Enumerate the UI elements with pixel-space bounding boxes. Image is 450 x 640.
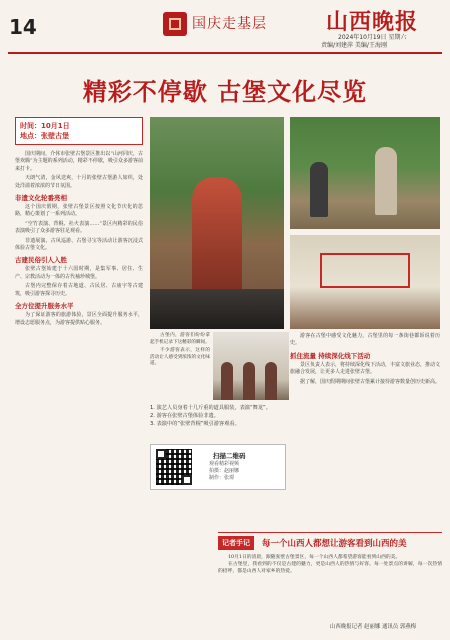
- crowd-silhouette: [150, 289, 284, 329]
- body-paragraph: “空竹表演、背棍、社火表演……”景区内精彩的民俗表演吸引了众多游客驻足观看。: [15, 220, 143, 235]
- body-paragraph: 不少游客表示，这样的活动让人感受到浓浓的文化味道。: [150, 348, 210, 367]
- body-paragraph: 国庆期间，介休市张壁古堡景区推出以“山河同庆，古堡欢腾”为主题的系列活动，精彩不停歇，吸引众多游客前来打卡。: [15, 151, 143, 172]
- page-header: [0, 0, 450, 56]
- event-place: 地点：张壁古堡: [20, 132, 69, 140]
- subheading: 古建民俗引人入胜: [15, 256, 67, 265]
- caption: 3. 表演中的“张壁背棍”吸引游客观看。: [150, 421, 240, 427]
- qr-box: [150, 444, 286, 490]
- body-paragraph: 游客在古堡中感受文化魅力，古堡里的每一条街巷都诉说着历史。: [290, 333, 440, 347]
- photo-street-performance: [290, 117, 440, 229]
- performer-figure: [375, 147, 397, 215]
- note-author: 山西晚报记者 赵丽娜 通讯员 郭燕梅: [330, 624, 417, 630]
- right-column: [290, 333, 440, 388]
- page-number: 14: [9, 15, 37, 39]
- section-logo-icon: [163, 12, 187, 36]
- headline: 精彩不停歇 古堡文化尽览: [82, 78, 368, 106]
- left-column: [15, 117, 143, 329]
- column-note-body: [218, 554, 442, 575]
- body-paragraph: 据了解，国庆假期期间张壁古堡累计接待游客数量创历史新高。: [300, 378, 441, 385]
- subheading: 全方位提升服务水平: [15, 302, 74, 311]
- subheading: 非遗文化轮番亮相: [15, 194, 67, 203]
- note-divider: [218, 532, 442, 533]
- photo-visitors: [213, 332, 289, 400]
- qr-title: 扫描二维码: [213, 452, 246, 460]
- body-paragraph: 古堡内完整保存着古地道、古民居、古庙宇等古建筑，吸引游客探寻历史。: [15, 283, 143, 297]
- qr-code-icon[interactable]: [156, 449, 192, 485]
- photo-calligraphy: [290, 235, 440, 329]
- body-paragraph: 古堡内，游客们纷纷拿起手机记录下这精彩的瞬间。: [150, 333, 210, 345]
- note-paragraph: 在古堡里，我看到的不仅是古建的魅力，更是山西人的热情与好客。每一处景点的讲解，每一次热情的招呼，都是山西人对家乡的热爱。: [218, 562, 442, 574]
- note-title: 每一个山西人都想让游客看到山西的美: [262, 539, 407, 549]
- section-name: 国庆走基层: [192, 16, 267, 32]
- editors-line: 责编/刘建萍 美编/王海刚: [321, 42, 387, 49]
- header-divider: [8, 52, 442, 54]
- event-info-box: [15, 117, 143, 145]
- performer-figure: [310, 162, 328, 217]
- issue-date: 2024年10月19日 星期六: [338, 34, 407, 41]
- note-badge: 记者手记: [218, 536, 254, 550]
- body-paragraph: 张壁古堡始建于十六国时期，是集军事、居住、生产、宗教活动为一体的古代袖珍城堡。: [15, 266, 143, 280]
- column-note-header: [218, 536, 442, 550]
- photo-captions: [150, 404, 288, 428]
- qr-credits: [209, 461, 239, 482]
- subheading: 抓住流量 持续深化线下活动: [290, 351, 371, 360]
- visitor-figure: [221, 362, 233, 400]
- caption: 1. 演艺人员身着十几斤重的道具服装，表演“舞龙”。: [150, 405, 271, 411]
- body-paragraph: 景区负责人表示，将持续深化线下活动，丰富文旅业态，推动文旅融合发展，让更多人走进张壁古堡。: [290, 361, 441, 376]
- body-paragraph: 非遗展演、古风巡游、古堡寻宝等活动让游客沉浸式体验古堡文化。: [15, 237, 143, 252]
- body-paragraph: 为了保证游客的旅游体验，景区全面提升服务水平，增设志愿服务点，为游客提供贴心服务。: [15, 312, 143, 326]
- qr-line: 制作：张璟: [209, 475, 235, 481]
- caption: 2. 游客在张壁古堡体验非遗。: [150, 413, 219, 419]
- body-paragraph: 天朗气清，金风送爽，十月的张壁古堡游人如织，处处洋溢着浓浓的节日氛围。: [15, 175, 143, 189]
- performer-figure: [192, 177, 242, 297]
- middle-text: [150, 333, 210, 370]
- qr-line: 拍摄：赵丽娜: [209, 468, 240, 474]
- masthead: 山西晚报: [326, 9, 419, 35]
- qr-line: 观看精彩视频: [209, 461, 240, 467]
- banner-shape: [320, 253, 410, 288]
- note-paragraph: 10月1日的清晨，跟随张壁古堡景区，每一个山西人都希望游客能看到山西的美。: [228, 555, 401, 560]
- photo-performer: [150, 117, 284, 329]
- visitor-figure: [243, 362, 255, 400]
- event-time: 时间：10月1日: [20, 122, 70, 130]
- visitor-figure: [265, 362, 277, 400]
- body-paragraph: 这个国庆假期，张壁古堡景区按照文化节庆化的思路，精心策划了一系列活动。: [15, 204, 143, 218]
